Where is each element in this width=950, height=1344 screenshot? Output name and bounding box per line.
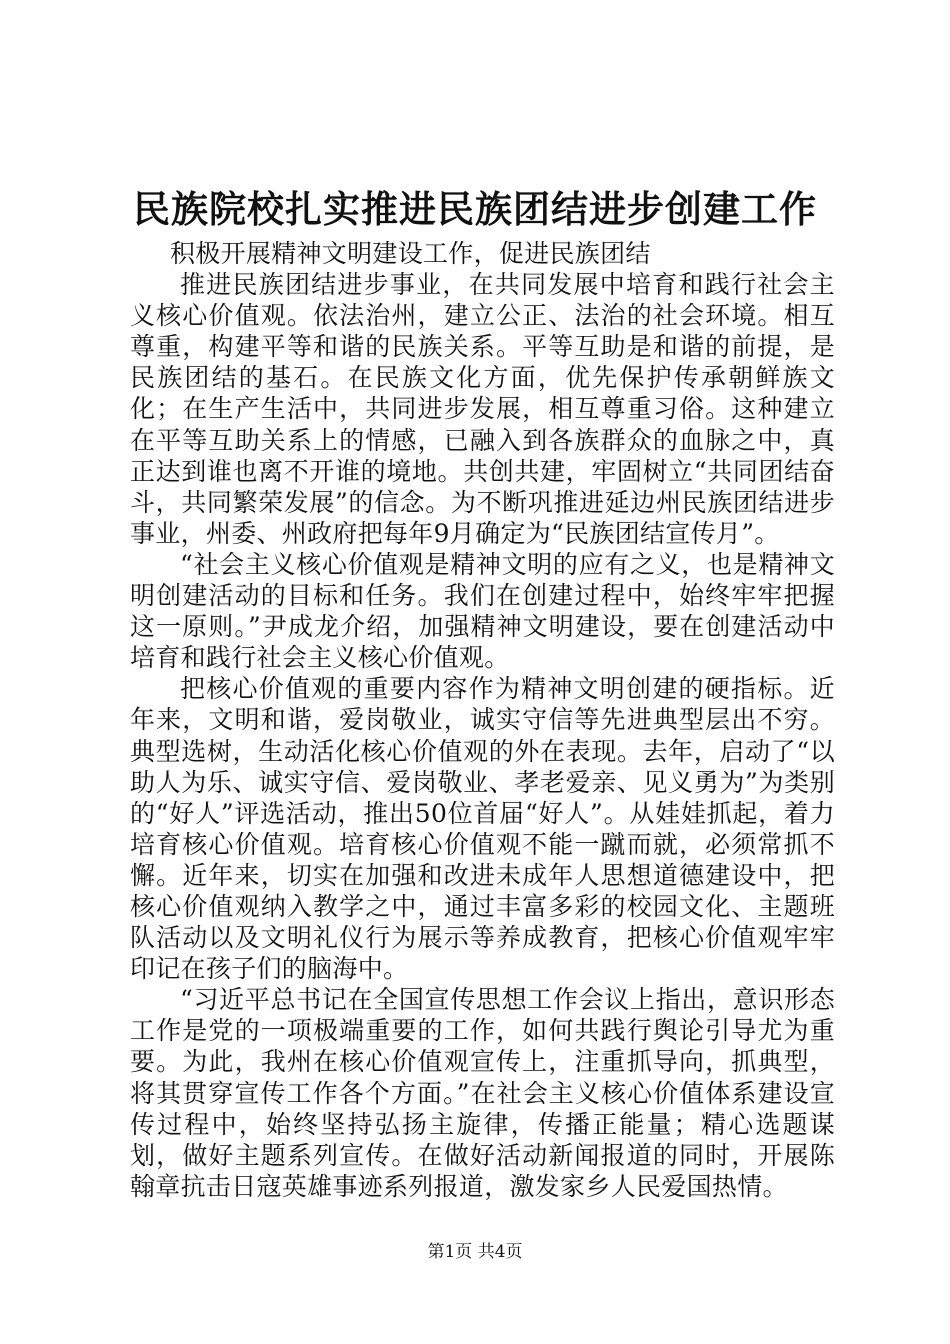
page-number-footer: 第1页 共4页 [427,1242,523,1262]
body-paragraph: “习近平总书记在全国宣传思想工作会议上指出，意识形态工作是党的一项极端重要的工作，如何共践行舆论引导尤为重要。为此，我州在核心价值观宣传上，注重抓导向，抓典型，将其贯穿宣传工作各个方面。”在社会主义核心价值体系建设宣传过程中，始终坚持弘扬主旋律，传播正能量；精心选题谋划，做好主题系列宣传。在做好活动新闻报道的同时，开展陈翰章抗击日寇英雄事迹系列报道，激发家乡人民爱国热情。 [130,985,835,1201]
body-paragraph: 推进民族团结进步事业，在共同发展中培育和践行社会主义核心价值观。依法治州，建立公正、法治的社会环境。相互尊重，构建平等和谐的民族关系。平等互助是和谐的前提，是民族团结的基石。在民族文化方面，优先保护传承朝鲜族文化；在生产生活中，共同进步发展，相互尊重习俗。这种建立在平等互助关系上的情感，已融入到各族群众的血脉之中，真正达到谁也离不开谁的境地。共创共建，牢固树立“共同团结奋斗，共同繁荣发展”的信念。为不断巩推进延边州民族团结进步事业，州委、州政府把每年9月确定为“民族团结宣传月”。 [130,270,835,548]
document-body [130,238,835,1202]
document-title: 民族院校扎实推进民族团结进步创建工作 [133,187,817,231]
body-paragraph: “社会主义核心价值观是精神文明的应有之义，也是精神文明创建活动的目标和任务。我们在创建过程中，始终牢牢把握这一原则。”尹成龙介绍，加强精神文明建设，要在创建活动中培育和践行社会主义核心价值观。 [130,549,835,673]
body-paragraph: 把核心价值观的重要内容作为精神文明创建的硬指标。近年来，文明和谐，爱岗敬业，诚实守信等先进典型层出不穷。典型选树，生动活化核心价值观的外在表现。去年，启动了“以助人为乐、诚实守信、爱岗敬业、孝老爱亲、见义勇为”为类别的“好人”评选活动，推出50位首届“好人”。从娃娃抓起，着力培育核心价值观。培育核心价值观不能一蹴而就，必须常抓不懈。近年来，切实在加强和改进未成年人思想道德建设中，把核心价值观纳入教学之中，通过丰富多彩的校园文化、主题班队活动以及文明礼仪行为展示等养成教育，把核心价值观牢牢印记在孩子们的脑海中。 [130,674,835,984]
document-subhead: 积极开展精神文明建设工作，促进民族团结 [170,239,651,268]
